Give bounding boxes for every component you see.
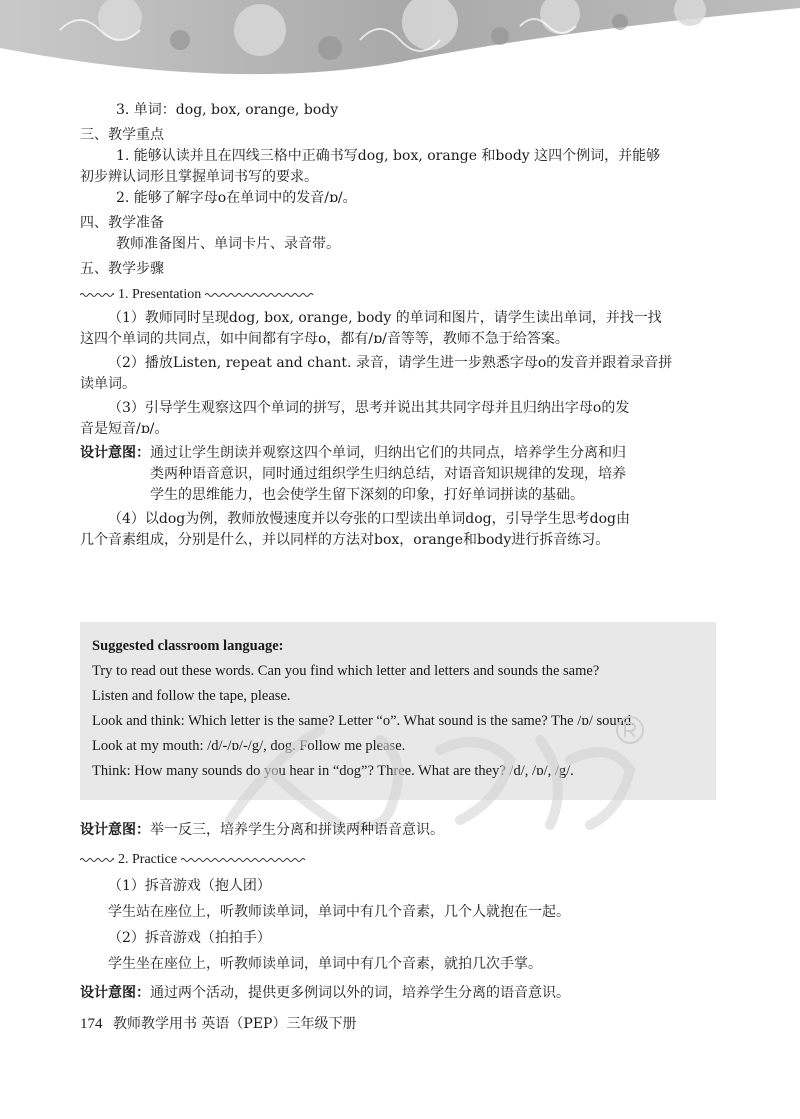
step-title-presentation: 1. Presentation bbox=[118, 287, 202, 302]
wavy-line-right bbox=[181, 856, 307, 864]
step-title-practice: 2. Practice bbox=[118, 852, 178, 867]
step-heading-practice bbox=[80, 847, 700, 873]
design-intent-2 bbox=[80, 817, 700, 843]
design-intent-label: 设计意图： bbox=[80, 985, 150, 1001]
preparation-text: 教师准备图片、单词卡片、录音带。 bbox=[116, 236, 340, 252]
wavy-line-left bbox=[80, 291, 114, 299]
design-intent-3 bbox=[80, 980, 700, 1006]
step2-line1: （2）播放Listen, repeat and chant. 录音，请学生进一步熟悉字母o的发音并跟着录音拼 bbox=[108, 355, 673, 371]
header-decorative-banner bbox=[0, 0, 800, 92]
game1-title: （1）拆音游戏（抱人团） bbox=[108, 878, 271, 894]
intent3-text: 通过两个活动，提供更多例词以外的词，培养学生分离的语音意识。 bbox=[150, 985, 570, 1001]
page-footer bbox=[80, 1013, 356, 1033]
section-title-steps: 五、教学步骤 bbox=[80, 261, 164, 277]
design-intent-label: 设计意图： bbox=[80, 822, 150, 838]
section-title-key-points: 三、教学重点 bbox=[80, 127, 164, 143]
box-line-5: Think: How many sounds do you hear in “dog”? Three. What are they? /d/, /ɒ/, /g/. bbox=[92, 763, 574, 779]
game2-text: 学生坐在座位上，听教师读单词，单词中有几个音素，就拍几次手掌。 bbox=[108, 956, 542, 972]
vocab-item: 3. 单词：dog, box, orange, body bbox=[116, 102, 339, 118]
design-intent-1 bbox=[80, 443, 700, 506]
box-line-1: Try to read out these words. Can you find which letter and letters and sounds the same? bbox=[92, 663, 600, 679]
step-heading-presentation bbox=[80, 284, 700, 305]
key-point-1-line1: 1. 能够认读并且在四线三格中正确书写dog, box, orange 和body 这四个例词，并能够 bbox=[116, 148, 661, 164]
step3-line1: （3）引导学生观察这四个单词的拼写，思考并说出其共同字母并且归纳出字母o的发 bbox=[108, 400, 630, 416]
page-number: 174 bbox=[80, 1016, 103, 1032]
game2-title: （2）拆音游戏（拍拍手） bbox=[108, 930, 271, 946]
bottom-content bbox=[80, 814, 700, 1006]
step2-line2: 读单词。 bbox=[80, 376, 136, 392]
box-line-2: Listen and follow the tape, please. bbox=[92, 688, 291, 704]
step4-line2: 几个音素组成，分别是什么，并以同样的方法对box，orange和body进行拆音练习。 bbox=[80, 532, 610, 548]
intent1-line2: 类两种语音意识，同时通过组织学生归纳总结，对语音知识规律的发现，培养 bbox=[150, 466, 626, 482]
key-point-1-line2: 初步辨认词形且掌握单词书写的要求。 bbox=[80, 169, 318, 185]
intent1-line3: 学生的思维能力，也会使学生留下深刻的印象，打好单词拼读的基础。 bbox=[150, 487, 584, 503]
wavy-line-left bbox=[80, 856, 114, 864]
box-line-3: Look and think: Which letter is the same? Letter “o”. What sound is the same? The /ɒ/ sound. bbox=[92, 713, 635, 729]
step1-line1: （1）教师同时呈现dog, box, orange, body 的单词和图片，请学生读出单词，并找一找 bbox=[108, 310, 662, 326]
book-title: 教师教学用书 英语（PEP）三年级下册 bbox=[112, 1016, 357, 1032]
step4-line1: （4）以dog为例，教师放慢速度并以夸张的口型读出单词dog，引导学生思考dog由 bbox=[108, 511, 630, 527]
classroom-language-box bbox=[80, 622, 716, 800]
intent2-text: 举一反三，培养学生分离和拼读两种语音意识。 bbox=[150, 822, 444, 838]
design-intent-label: 设计意图： bbox=[80, 445, 150, 461]
section-title-preparation: 四、教学准备 bbox=[80, 215, 164, 231]
intent1-line1: 通过让学生朗读并观察这四个单词，归纳出它们的共同点，培养学生分离和归 bbox=[150, 445, 626, 461]
wavy-line-right bbox=[205, 291, 315, 299]
main-content bbox=[80, 100, 700, 551]
step3-line2: 音是短音/ɒ/。 bbox=[80, 421, 169, 437]
game1-text: 学生站在座位上，听教师读单词，单词中有几个音素，几个人就抱在一起。 bbox=[108, 904, 570, 920]
step1-line2: 这四个单词的共同点，如中间都有字母o，都有/ɒ/音等等，教师不急于给答案。 bbox=[80, 331, 569, 347]
key-point-2: 2. 能够了解字母o在单词中的发音/ɒ/。 bbox=[116, 190, 357, 206]
box-line-4: Look at my mouth: /d/-/ɒ/-/g/, dog. Follow me please. bbox=[92, 738, 406, 754]
box-title: Suggested classroom language: bbox=[92, 638, 284, 654]
